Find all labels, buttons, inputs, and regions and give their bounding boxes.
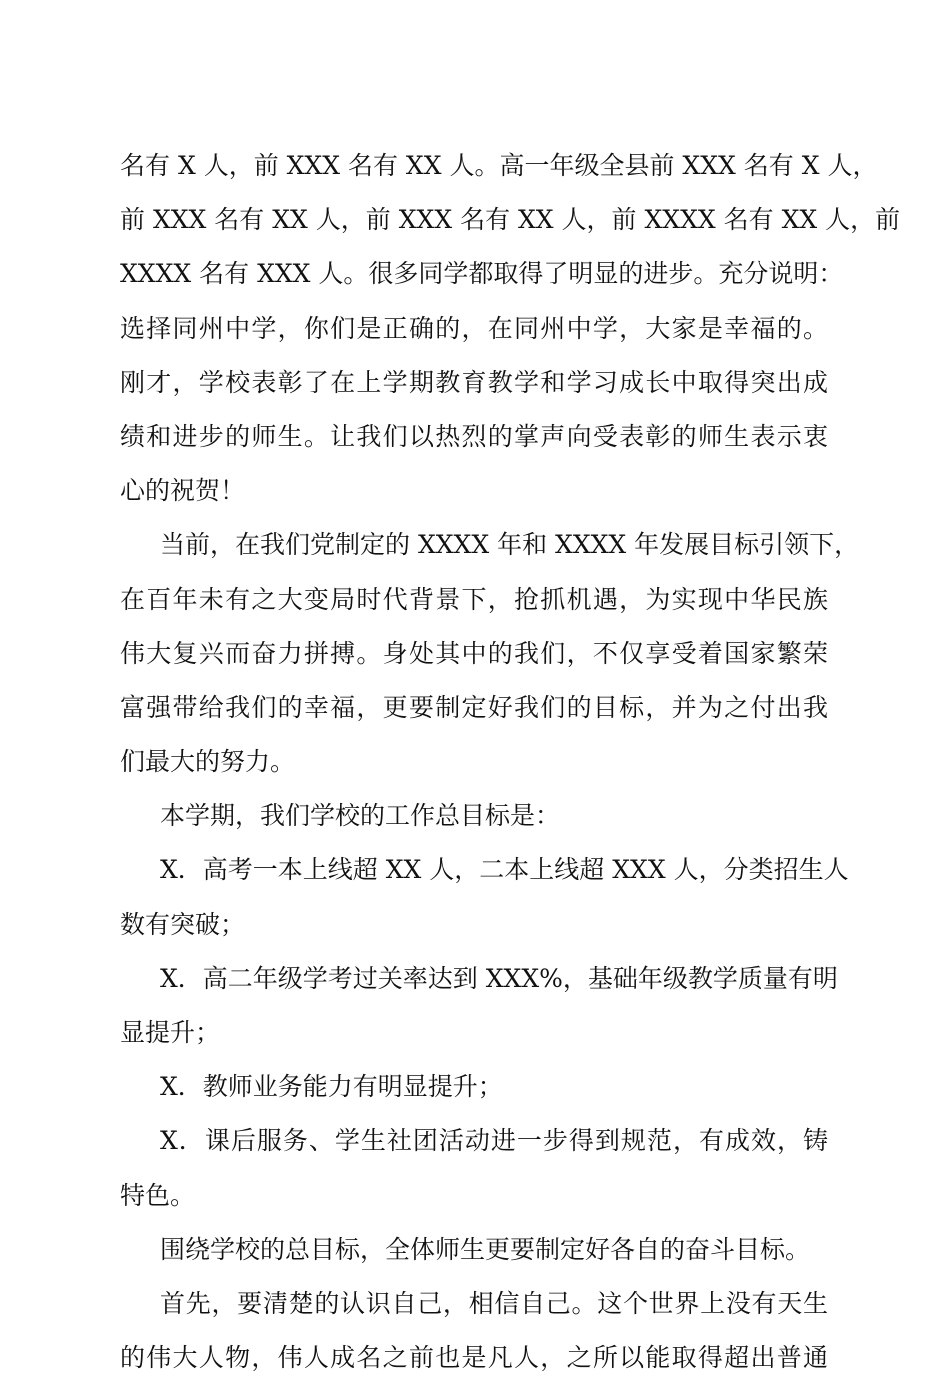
text-line: 前 XXX 名有 XX 人，前 XXX 名有 XX 人，前 XXXX 名有 XX 人，前 [120,205,901,235]
text-line: 心的祝贺！ [120,476,246,506]
text-line: 特色。 [120,1180,196,1210]
document-body [120,139,901,1385]
text-line: 伟大复兴而奋力拼搏。身处其中的我们，不仅享受着国家繁荣 [120,638,828,668]
text-line: X．高二年级学考过关率达到 XXX%，基础年级教学质量有明 [160,963,838,993]
text-line: X．教师业务能力有明显提升； [160,1072,503,1102]
text-line: 富强带给我们的幸福，更要制定好我们的目标，并为之付出我 [120,692,828,722]
text-line: 们最大的努力。 [120,747,296,777]
text-line: 名有 X 人，前 XXX 名有 XX 人。高一年级全县前 XXX 名有 X 人， [120,151,878,180]
text-line: 首先，要清楚的认识自己，相信自己。这个世界上没有天生 [160,1288,828,1318]
text-line: 数有突破； [120,909,246,939]
text-line: 选择同州中学，你们是正确的，在同州中学，大家是幸福的。 [120,313,828,343]
text-line: 刚才，学校表彰了在上学期教育教学和学习成长中取得突出成 [120,367,828,397]
text-line: 本学期，我们学校的工作总目标是： [160,801,561,831]
text-line: XXXX 名有 XXX 人。很多同学都取得了明显的进步。充分说明： [120,259,844,289]
text-line: X．课后服务、学生社团活动进一步得到规范，有成效，铸 [160,1126,828,1156]
text-line: 在百年未有之大变局时代背景下，抢抓机遇，为实现中华民族 [120,584,828,614]
text-line: 的伟大人物，伟人成名之前也是凡人，之所以能取得超出普通 [120,1343,828,1373]
text-line: 显提升； [120,1018,221,1047]
text-line: 围绕学校的总目标，全体师生更要制定好各自的奋斗目标。 [160,1234,811,1264]
text-line: 当前，在我们党制定的 XXXX 年和 XXXX 年发展目标引领下， [160,530,860,560]
text-line: 绩和进步的师生。让我们以热烈的掌声向受表彰的师生表示衷 [120,421,828,451]
text-line: X．高考一本上线超 XX 人，二本上线超 XXX 人，分类招生人 [160,855,849,885]
